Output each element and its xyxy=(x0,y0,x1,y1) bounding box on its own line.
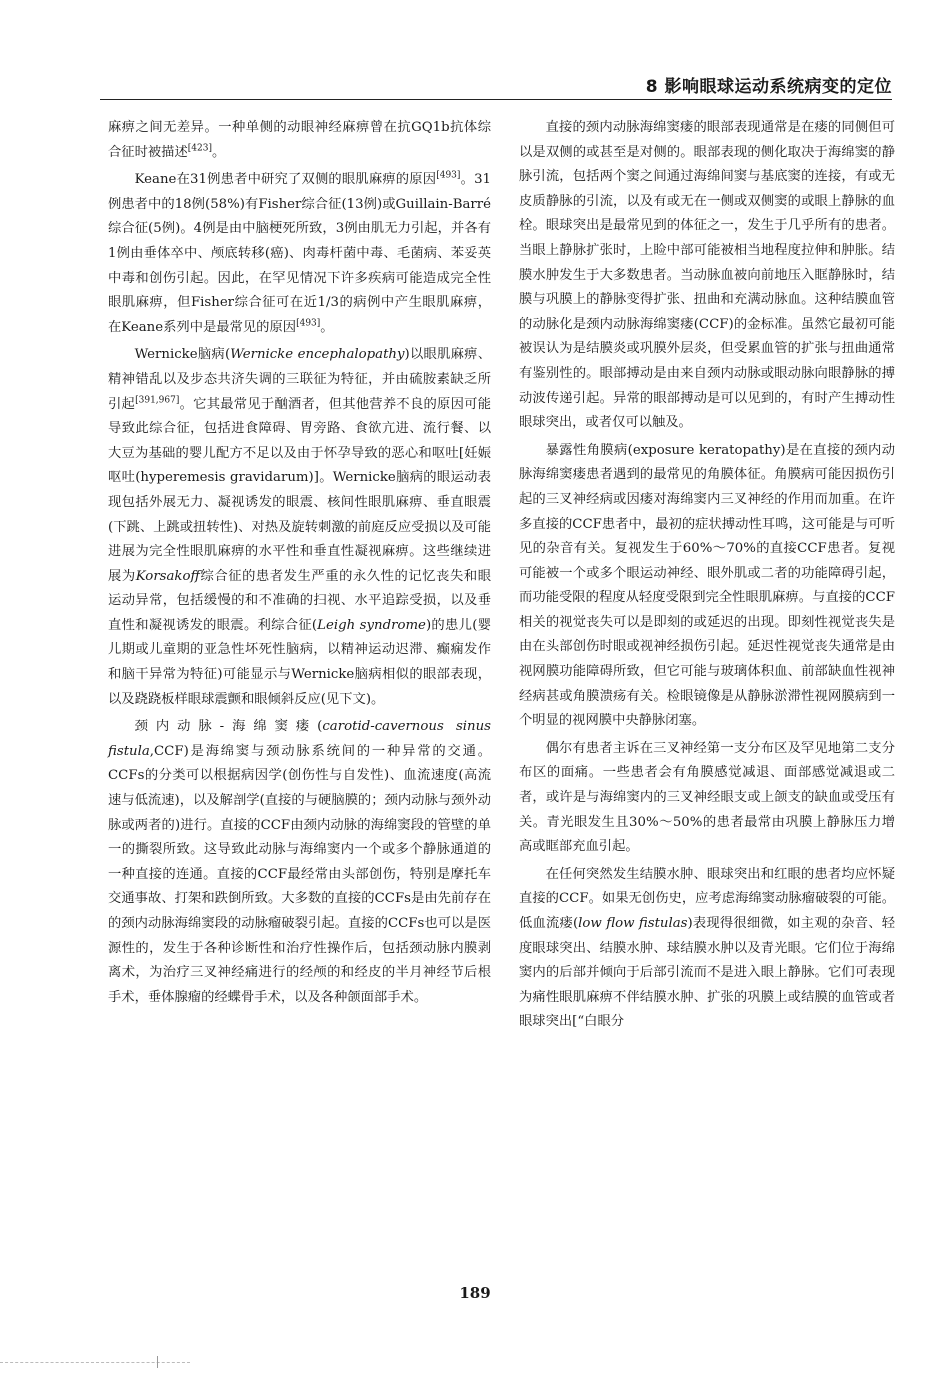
scan-mark xyxy=(157,1356,158,1368)
citation: [493] xyxy=(296,318,321,329)
citation: [423] xyxy=(187,143,212,154)
paragraph: Keane在31例患者中研究了双侧的眼肌麻痹的原因[493]。31例患者中的18例(58%)有Fisher综合征(13例)或Guillain-Barré综合征(5例)。4例是由中脑梗死所致，3例由肌无力引起，并各有1例由垂体卒中、颅底转移(癌)、肉毒杆菌中毒、毛菌病、苯妥英中毒和创伤引起。因此，在罕见情况下许多疾病可能造成完全性眼肌麻痹，但Fisher综合征可在近1/3的病例中产生眼肌麻痹，在Keane系列中是最常见的原因[493]。 xyxy=(108,170,491,335)
citation: [493] xyxy=(436,170,461,181)
page-number: 189 xyxy=(459,1284,491,1302)
right-column xyxy=(519,116,895,1035)
scan-mark xyxy=(0,1362,190,1363)
running-header xyxy=(100,66,892,100)
chapter-title: 8 影响眼球运动系统病变的定位 xyxy=(645,77,892,97)
left-column xyxy=(108,116,491,1010)
paragraph: 在任何突然发生结膜水肿、眼球突出和红眼的患者均应怀疑直接的CCF。如果无创伤史，应考虑海绵窦动脉瘤破裂的可能。低血流瘘(low flow fistulas)表现得很细微，如主观的杂音、轻度眼球突出、结膜水肿、球结膜水肿以及青光眼。它们位于海绵窦内的后部并倾向于后部引流而不是进入眼上静脉。它们可表现为痛性眼肌麻痹不伴结膜水肿、扩张的巩膜上或结膜的血管或者眼球突出[“白眼分 xyxy=(519,866,896,1030)
header-rule xyxy=(100,99,892,100)
citation: [391,967] xyxy=(135,395,180,406)
paragraph: 暴露性角膜病(exposure keratopathy)是在直接的颈内动脉海绵窦瘘患者遇到的最常见的角膜体征。角膜病可能因损伤引起的三叉神经病或因瘘对海绵窦内三叉神经的作用而加重。在许多直接的CCF患者中，最初的症状搏动性耳鸣，这可能是与可听见的杂音有关。复视发生于60%～70%的直接CCF患者。复视可能被一个或多个眼运动神经、眼外肌或二者的功能障碍引起，而功能受限的程度从轻度受限到完全性眼肌麻痹。与直接的CCF相关的视觉丧失可以是即刻的或延迟的出现。即刻性视觉丧失是由在头部创伤时眼或视神经损伤引起。延迟性视觉丧失通常是由视网膜功能障碍所致，但它可能与玻璃体积血、前部缺血性视神经病甚或角膜溃疡有关。检眼镜像是从静脉淤滞性视网膜病到一个明显的视网膜中央静脉闭塞。 xyxy=(519,442,895,729)
paragraph: 麻痹之间无差异。一种单侧的动眼神经麻痹曾在抗GQ1b抗体综合征时被描述[423]。 xyxy=(108,120,491,160)
paragraph: Wernicke脑病(Wernicke encephalopathy)以眼肌麻痹、精神错乱以及步态共济失调的三联征为特征，并由硫胺素缺乏所引起[391,967]。它其最常见于酗酒者，但其他营养不良的原因可能导致此综合征，包括进食障碍、胃旁路、食欲亢进、流行餐、以大豆为基础的婴儿配方不足以及由于怀孕导致的恶心和呕吐[妊娠呕吐(hyperemesis gravidarum)]。Wernicke脑病的眼运动表现包括外展无力、凝视诱发的眼震、核间性眼肌麻痹、垂直眼震(下跳、上跳或扭转性)、对热及旋转刺激的前庭反应受损以及可能进展为完全性眼肌麻痹的水平性和垂直性凝视麻痹。这些继续进展为Korsakoff综合征的患者发生严重的永久性的记忆丧失和眼运动异常，包括缓慢的和不准确的扫视、水平追踪受损，以及垂直性和凝视诱发的眼震。利综合征(Leigh syndrome)的患儿(婴儿期或儿童期的亚急性坏死性脑病，以精神运动迟滞、癫痫发作和脑干异常为特征)可能显示与Wernicke脑病相似的眼部表现，以及跷跷板样眼球震颤和眼倾斜反应(见下文)。 xyxy=(108,347,492,707)
paragraph: 直接的颈内动脉海绵窦瘘的眼部表现通常是在瘘的同侧但可以是双侧的或甚至是对侧的。眼部表现的侧化取决于海绵窦的静脉引流，包括两个窦之间通过海绵间窦与基底窦的连接，有或无皮质静脉的引流，以及有或无在一侧或双侧窦的或眼上静脉的血栓。眼球突出是最常见到的体征之一，发生于几乎所有的患者。当眼上静脉扩张时，上睑中部可能被相当地程度拉伸和肿胀。结膜水肿发生于大多数患者。当动脉血被向前地压入眶静脉时，结膜与巩膜上的静脉变得扩张、扭曲和充满动脉血。这种结膜血管的动脉化是颈内动脉海绵窦瘘(CCF)的金标准。虽然它最初可能被误认为是结膜炎或巩膜外层炎，但受累血管的扩张与扭曲通常有鉴别性的。眼部搏动是由来自颈内动脉或眼动脉向眼静脉的搏动波传递引起。异常的眼部搏动是可以见到的，有时产生搏动性眼球突出，或者仅可以触及。 xyxy=(519,120,895,431)
paragraph: 偶尔有患者主诉在三叉神经第一支分布区及罕见地第二支分布区的面痛。一些患者会有角膜感觉减退、面部感觉减退或二者，或许是与海绵窦内的三叉神经眼支或上颌支的缺血或受压有关。青光眼发生且30%～50%的患者最常由巩膜上静脉压力增高或眶部充血引起。 xyxy=(519,740,895,855)
paragraph: 颈内动脉-海绵窦瘘(carotid-cavernous sinus fistula,CCF)是海绵窦与颈动脉系统间的一种异常的交通。CCFs的分类可以根据病因学(创伤性与自发性)、血流速度(高流速与低流速)，以及解剖学(直接的与硬脑膜的；颈内动脉与颈外动脉或两者的)进行。直接的CCF由颈内动脉的海绵窦段的管壁的单一的撕裂所致。这导致此动脉与海绵窦内一个或多个静脉通道的一种直接的连通。直接的CCF最经常由头部创伤，特别是摩托车交通事故、打架和跌倒所致。大多数的直接的CCFs是由先前存在的颈内动脉海绵窦段的动脉瘤破裂引起。直接的CCFs也可以是医源性的，发生于各种诊断性和治疗性操作后，包括颈动脉内膜剥离术，为治疗三叉神经痛进行的经颅的和经皮的半月神经节后根手术，垂体腺瘤的经蝶骨手术，以及各种颌面部手术。 xyxy=(108,719,491,1005)
